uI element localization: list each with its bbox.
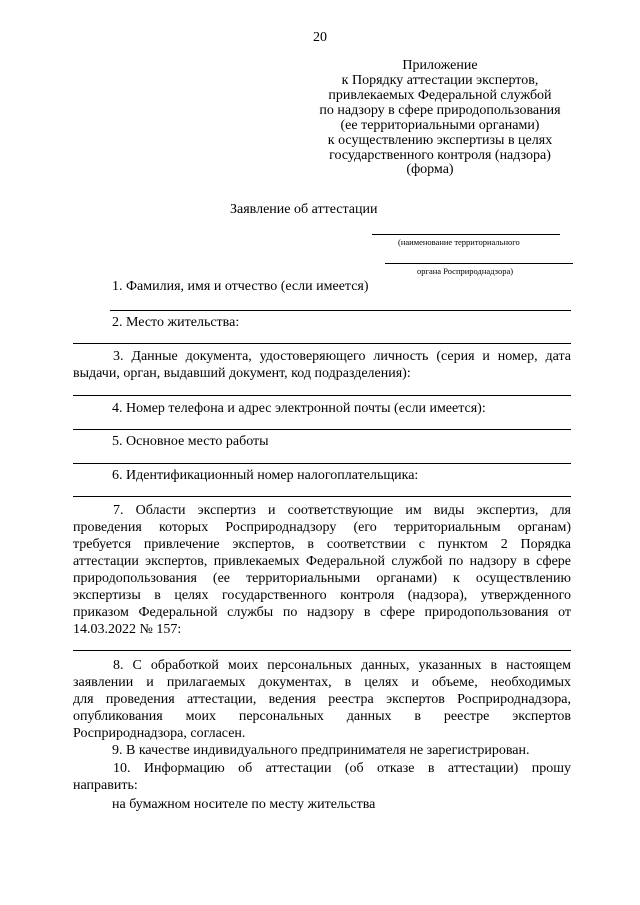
field-5-label: 5. Основное место работы	[112, 434, 269, 449]
appendix-line: привлекаемых Федеральной службой	[328, 88, 552, 103]
text-line: приказом Федеральной службы по надзору в сфере природопользования от	[73, 605, 571, 620]
text-line: для проведения аттестации, ведения реестра экспертов Росприроднадзора,	[73, 692, 571, 707]
delivery-option: на бумажном носителе по месту жительства	[112, 797, 376, 812]
form-label: (форма)	[406, 162, 454, 177]
field-7-paragraph	[73, 502, 571, 638]
text-line: экспертизы в целях государственного контроля (надзора), утвержденного	[73, 588, 571, 603]
item-10	[73, 760, 571, 794]
field-1-label: 1. Фамилия, имя и отчество (если имеется)	[112, 279, 369, 294]
text-line: 14.03.2022 № 157:	[73, 622, 182, 637]
text-line: 3. Данные документа, удостоверяющего личность (серия и номер, дата	[113, 349, 571, 364]
appendix-header	[290, 58, 590, 163]
fill-line	[73, 496, 571, 497]
text-line: природопользования (ее территориальными органами) к осуществлению	[73, 571, 571, 586]
item-9: 9. В качестве индивидуального предпринимателя не зарегистрирован.	[112, 743, 530, 758]
text-line: аттестации экспертов, привлекаемых Федеральной службой по надзору в сфере	[73, 554, 571, 569]
page-number: 20	[313, 30, 327, 45]
fill-line	[73, 395, 571, 396]
appendix-line: к Порядку аттестации экспертов,	[341, 73, 539, 88]
text-line: выдачи, орган, выдавший документ, код подразделения):	[73, 366, 411, 381]
text-line: 8. С обработкой моих персональных данных, указанных в настоящем	[113, 658, 571, 673]
document-title: Заявление об аттестации	[230, 202, 378, 217]
text-line: 10. Информацию об аттестации (об отказе в аттестации) прошу	[113, 761, 571, 776]
addressee-line	[385, 263, 573, 264]
appendix-line: (ее территориальными органами)	[340, 118, 540, 133]
appendix-line: Приложение	[402, 58, 478, 73]
fill-line	[73, 650, 571, 651]
addressee-caption: органа Росприроднадзора)	[417, 266, 514, 276]
appendix-line: по надзору в сфере природопользования	[319, 103, 561, 118]
field-4-label: 4. Номер телефона и адрес электронной почты (если имеется):	[112, 401, 486, 416]
field-3-label	[73, 348, 571, 382]
fill-line	[110, 310, 571, 311]
text-line: заявлении и прилагаемых документах, в целях и объеме, необходимых	[73, 675, 571, 690]
text-line: 7. Области экспертиз и соответствующие им виды экспертиз, для	[113, 503, 571, 518]
field-6-label: 6. Идентификационный номер налогоплательщика:	[112, 468, 419, 483]
text-line: проведения которых Росприроднадзору (его территориальным органам)	[73, 520, 571, 535]
fill-line	[73, 429, 571, 430]
field-2-label: 2. Место жительства:	[112, 315, 240, 330]
addressee-caption: (наименование территориального	[398, 237, 520, 247]
fill-line	[73, 343, 571, 344]
consent-paragraph	[73, 657, 571, 742]
text-line: Росприроднадзора, согласен.	[73, 726, 246, 741]
fill-line	[73, 463, 571, 464]
appendix-line: государственного контроля (надзора)	[329, 148, 551, 163]
addressee-line	[372, 234, 560, 235]
text-line: требуется привлечение экспертов, в соответствии с пунктом 2 Порядка	[73, 537, 571, 552]
text-line: опубликования моих персональных данных в реестре экспертов	[73, 709, 571, 724]
appendix-line: к осуществлению экспертизы в целях	[327, 133, 553, 148]
text-line: направить:	[73, 778, 138, 793]
